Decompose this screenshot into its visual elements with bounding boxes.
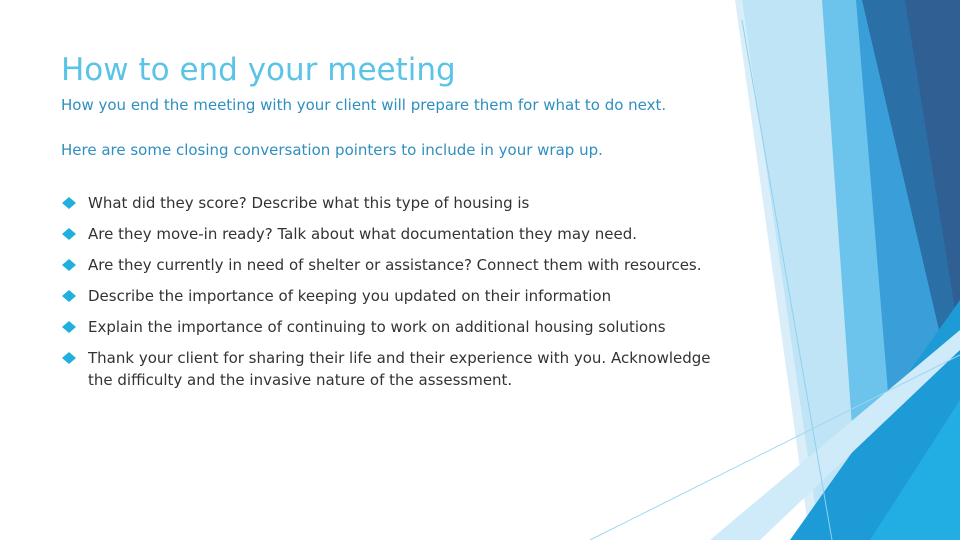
diamond-bullet-icon	[62, 197, 76, 209]
bullet-item	[62, 254, 732, 276]
bullet-text: Are they currently in need of shelter or assistance? Connect them with resources.	[88, 256, 702, 274]
bullet-text: What did they score? Describe what this type of housing is	[88, 194, 530, 212]
diamond-bullet-icon	[62, 352, 76, 364]
bullet-item	[62, 285, 732, 307]
bullet-list	[62, 192, 732, 391]
bullet-item	[62, 192, 732, 214]
diamond-bullet-icon	[62, 321, 76, 333]
bullet-item	[62, 316, 732, 338]
bullet-item	[62, 347, 732, 391]
bullet-item	[62, 223, 732, 245]
bullet-text: Thank your client for sharing their life and their experience with you. Acknowledge the difficulty and the invasive nature of the assessment.	[88, 349, 711, 389]
slide-title: How to end your meeting	[61, 52, 456, 88]
slide-subtitle: How you end the meeting with your client will prepare them for what to do next.	[61, 96, 667, 114]
diamond-bullet-icon	[62, 228, 76, 240]
bullet-text: Are they move-in ready? Talk about what documentation they may need.	[88, 225, 637, 243]
slide-intro: Here are some closing conversation pointers to include in your wrap up.	[61, 141, 603, 159]
bullet-text: Explain the importance of continuing to work on additional housing solutions	[88, 318, 666, 336]
diamond-bullet-icon	[62, 290, 76, 302]
bullet-text: Describe the importance of keeping you updated on their information	[88, 287, 612, 305]
diamond-bullet-icon	[62, 259, 76, 271]
